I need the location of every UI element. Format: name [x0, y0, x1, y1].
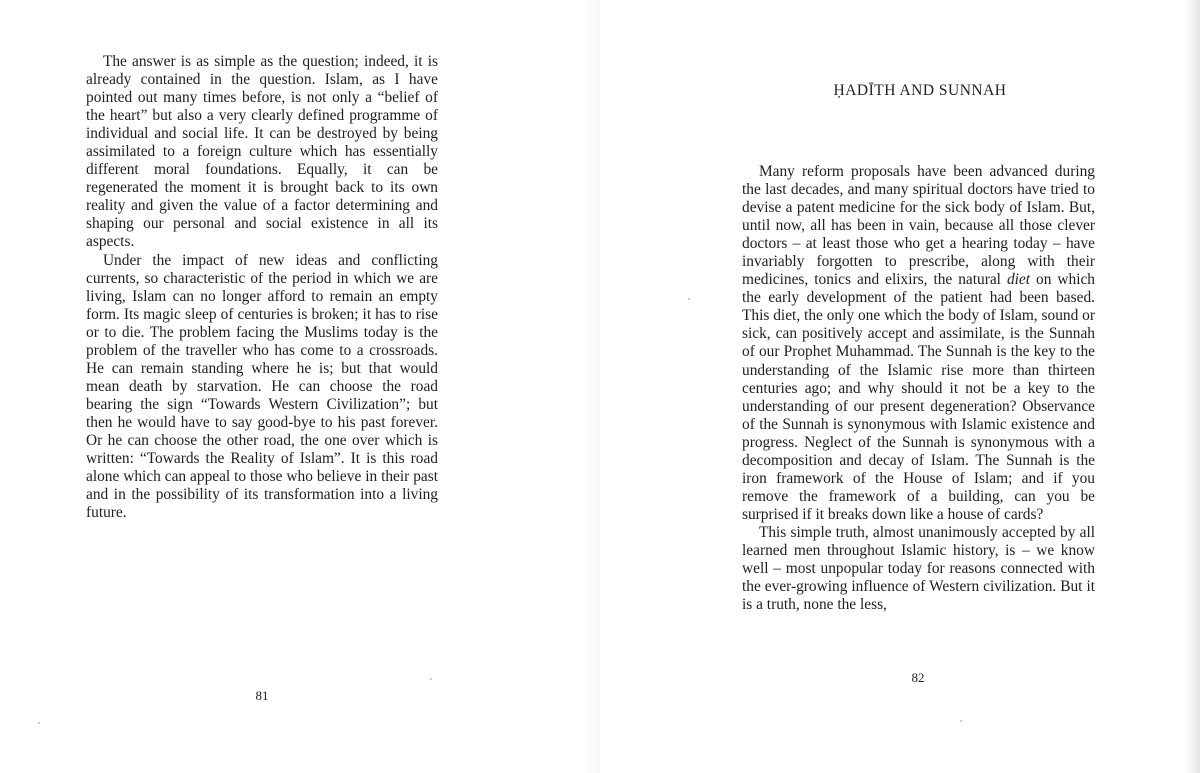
right-paragraph-2: This simple truth, almost unanimously accepted by all learned men throughout Islamic history, is – we know well – most unpopular today for reasons connected with the ever-growing influence of Western civilization. But it is a truth, none the less, [742, 523, 1095, 614]
paper-speck [430, 678, 432, 680]
page-number-left: 81 [255, 688, 269, 703]
italic-word: diet [1006, 271, 1031, 289]
paper-speck [688, 298, 690, 300]
right-page-body [742, 163, 1095, 614]
right-page [600, 0, 1200, 773]
left-page-body [86, 53, 438, 522]
left-paragraph-2: Under the impact of new ideas and conflicting currents, so characteristic of the period in which we are living, Islam can no longer afford to remain an empty form. Its magic sleep of centuries is broken; it has to rise or to die. The problem facing the Muslims today is the problem of the traveller who has come to a crossroads. He can remain standing where he is; but that would mean death by starvation. He can choose the road bearing the sign “Towards Western Civilization”; but then he would have to say good-bye to his past forever. Or he can choose the other road, the one over which is written: “Towards the Reality of Islam”. It is this road alone which can appeal to those who believe in their past and in the possibility of its transformation into a living future. [86, 251, 438, 522]
page-edge-shadow [1186, 0, 1200, 773]
paper-speck [960, 720, 962, 722]
gutter-shadow [582, 0, 600, 773]
page-number-right: 82 [911, 670, 925, 685]
paragraph-text: Many reform proposals have been advanced during the last decades, and many spiritual doctors have tried to devise a patent medicine for the sick body of Islam. But, until now, all has been in vain, because all those clever doctors – at least those who get a hearing today – have invariably forgotten to prescribe, along with their medicines, tonics and elixirs, the natural [742, 163, 1095, 289]
chapter-heading: ḤADĪTH AND SUNNAH [833, 82, 1007, 99]
right-paragraph-1 [742, 163, 1095, 524]
left-paragraph-1: The answer is as simple as the question; indeed, it is already contained in the question. Islam, as I have pointed out many times before, is not only a “belief of the heart” but also a very clearly defined programme of individual and social life. It can be destroyed by being assimilated to a foreign culture which has essentially different moral foundations. Equally, it can be regenerated the moment it is brought back to its own reality and given the value of a factor determining and shaping our personal and social existence in all its aspects. [86, 53, 438, 251]
paper-speck [38, 722, 40, 724]
paragraph-text: on which the early development of the patient had been based. This diet, the only one which the body of Islam, sound or sick, can positively accept and assimilate, is the Sunnah of our Prophet Muhammad. The Sunnah is the key to the understanding of the Islamic rise more than thirteen centuries ago; and why should it not be a key to the understanding of our present degeneration? Observance of the Sunnah is synonymous with Islamic existence and progress. Neglect of the Sunnah is synonymous with a decomposition and decay of Islam. The Sunnah is the iron framework of the House of Islam; and if you remove the framework of a building, can you be surprised if it breaks down like a house of cards? [742, 271, 1096, 523]
